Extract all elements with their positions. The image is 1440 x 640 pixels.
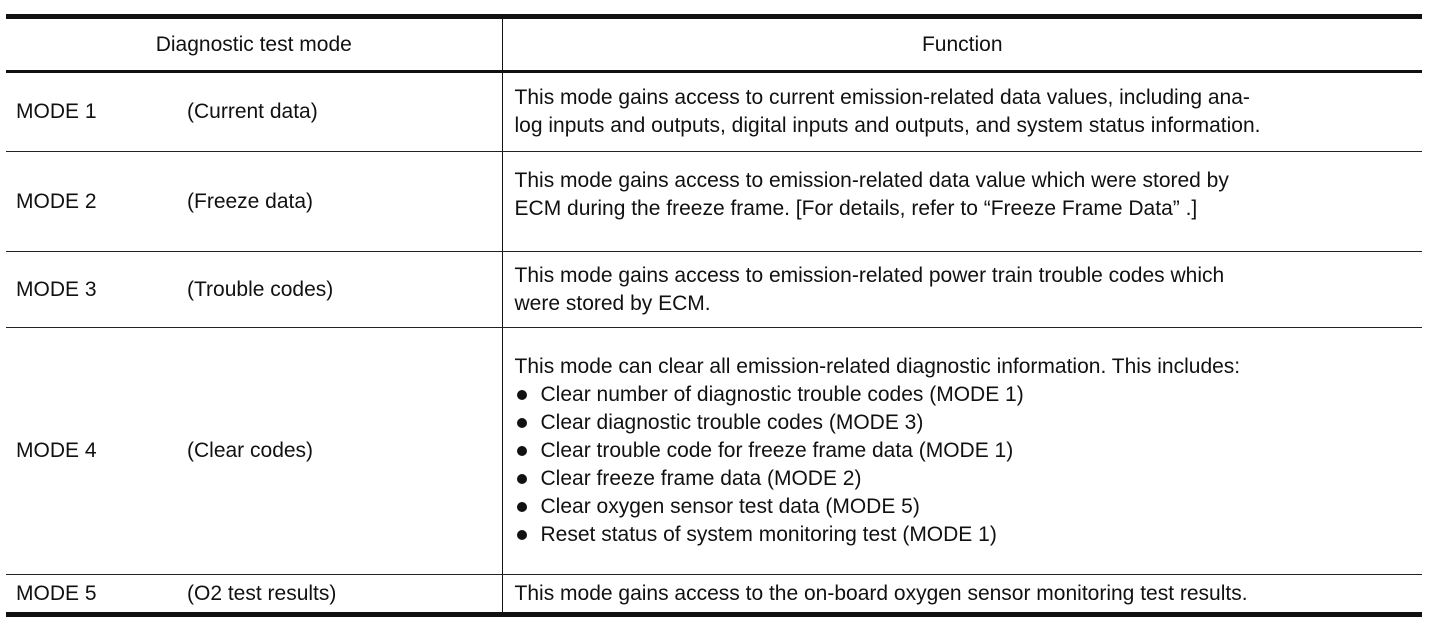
function-line: This mode gains access to current emission-related data values, including ana- xyxy=(514,86,1250,109)
function-line: This mode gains access to emission-related data value which were stored by xyxy=(514,168,1229,192)
bullet-icon xyxy=(517,502,527,512)
list-item xyxy=(515,521,1413,549)
header-function: Function xyxy=(502,17,1422,72)
function-line: This mode gains access to emission-related power train trouble codes which xyxy=(514,263,1225,287)
table-header-row xyxy=(6,17,1422,72)
list-item xyxy=(515,465,1413,493)
bullet-icon xyxy=(517,446,527,456)
function-line: were stored by ECM. xyxy=(514,291,711,315)
bullet-icon xyxy=(517,390,527,400)
list-item-text: Clear number of diagnostic trouble codes (MODE 1) xyxy=(540,383,1024,406)
list-item xyxy=(515,381,1413,409)
list-item-text: Clear oxygen sensor test data (MODE 5) xyxy=(540,495,920,518)
list-item-text: Reset status of system monitoring test (MODE 1) xyxy=(540,523,997,546)
mode-name-cell: (Trouble codes) xyxy=(177,252,502,328)
function-cell xyxy=(502,328,1422,575)
list-item xyxy=(515,493,1413,521)
table-row xyxy=(6,152,1422,252)
mode-cell: MODE 3 xyxy=(6,252,177,328)
mode-name-cell: (Current data) xyxy=(177,72,502,152)
header-diagnostic-test-mode: Diagnostic test mode xyxy=(6,17,502,72)
table-row xyxy=(6,72,1422,152)
table-row xyxy=(6,328,1422,575)
function-cell xyxy=(502,152,1422,252)
diagnostic-mode-table xyxy=(6,14,1422,617)
function-line: This mode gains access to the on-board oxygen sensor monitoring test results. xyxy=(514,581,1248,605)
table-row xyxy=(6,252,1422,328)
mode-name-cell: (Clear codes) xyxy=(177,328,502,575)
function-intro: This mode can clear all emission-related diagnostic information. This includes: xyxy=(514,355,1241,378)
mode-cell: MODE 5 xyxy=(6,575,177,615)
list-item xyxy=(515,437,1413,465)
function-cell xyxy=(502,575,1422,615)
list-item-text: Clear trouble code for freeze frame data (MODE 1) xyxy=(540,439,1014,462)
bullet-icon xyxy=(517,530,527,540)
function-cell xyxy=(502,252,1422,328)
bullet-icon xyxy=(517,418,527,428)
clear-items-list xyxy=(515,381,1413,549)
function-cell xyxy=(502,72,1422,152)
function-line: ECM during the freeze frame. [For details, refer to “Freeze Frame Data” .] xyxy=(514,196,1198,220)
mode-cell: MODE 2 xyxy=(6,152,177,252)
list-item-text: Clear diagnostic trouble codes (MODE 3) xyxy=(540,411,924,434)
table-row xyxy=(6,575,1422,615)
function-line: log inputs and outputs, digital inputs and outputs, and system status information. xyxy=(514,114,1261,137)
mode-cell: MODE 1 xyxy=(6,72,177,152)
mode-name-cell: (O2 test results) xyxy=(177,575,502,615)
mode-name-cell: (Freeze data) xyxy=(177,152,502,252)
list-item xyxy=(515,409,1413,437)
mode-cell: MODE 4 xyxy=(6,328,177,575)
bullet-icon xyxy=(517,474,527,484)
list-item-text: Clear freeze frame data (MODE 2) xyxy=(540,467,862,490)
